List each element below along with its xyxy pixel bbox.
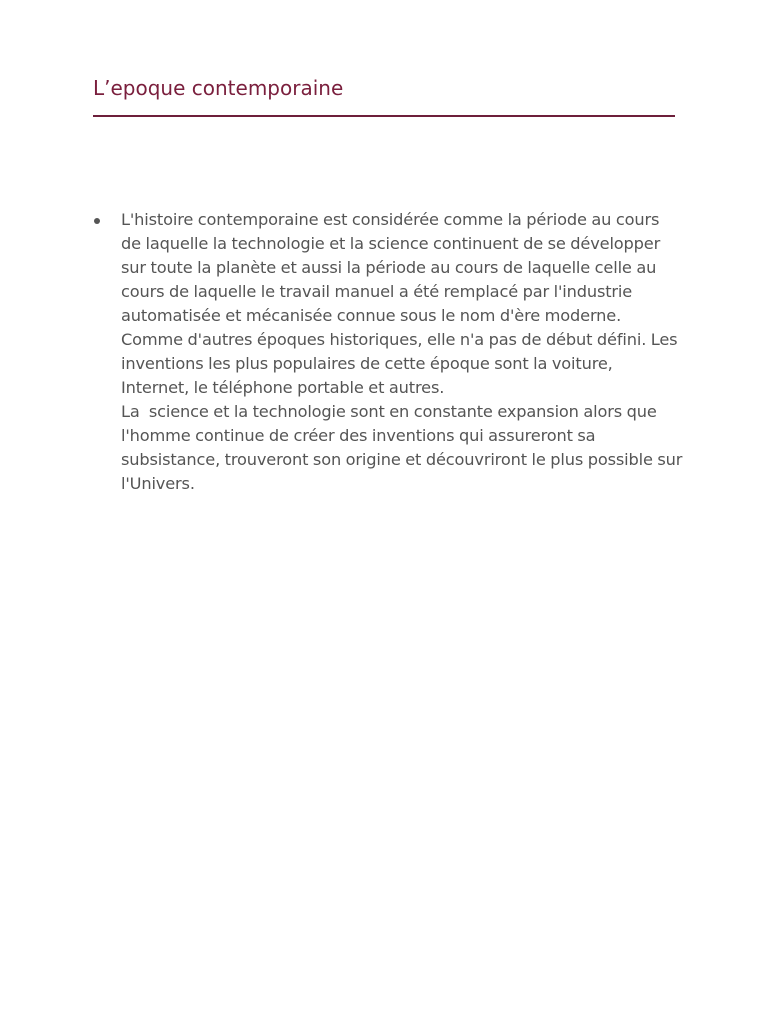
list-item [93,208,687,496]
title-underline [93,115,675,117]
paragraph: La science et la technologie sont en constante expansion alors que l'homme continue de créer des inventions qui assureront sa subsistance, trouveront son origine et découvriront le plus possible sur l'Univers. [121,402,687,493]
page-title: L’epoque contemporaine [93,76,344,100]
bullet-list [93,208,687,496]
paragraph: L'histoire contemporaine est considérée comme la période au cours de laquelle la technologie et la science continuent de se développer sur toute la planète et aussi la période au cours de laquelle celle au cours de laquelle le travail manuel a été remplacé par l'industrie automatisée et mécanisée connue sous le nom d'ère moderne. Comme d'autres époques historiques, elle n'a pas de début défini. Les inventions les plus populaires de cette époque sont la voiture, Internet, le téléphone portable et autres. [121,210,678,397]
bullet-icon [94,218,100,224]
